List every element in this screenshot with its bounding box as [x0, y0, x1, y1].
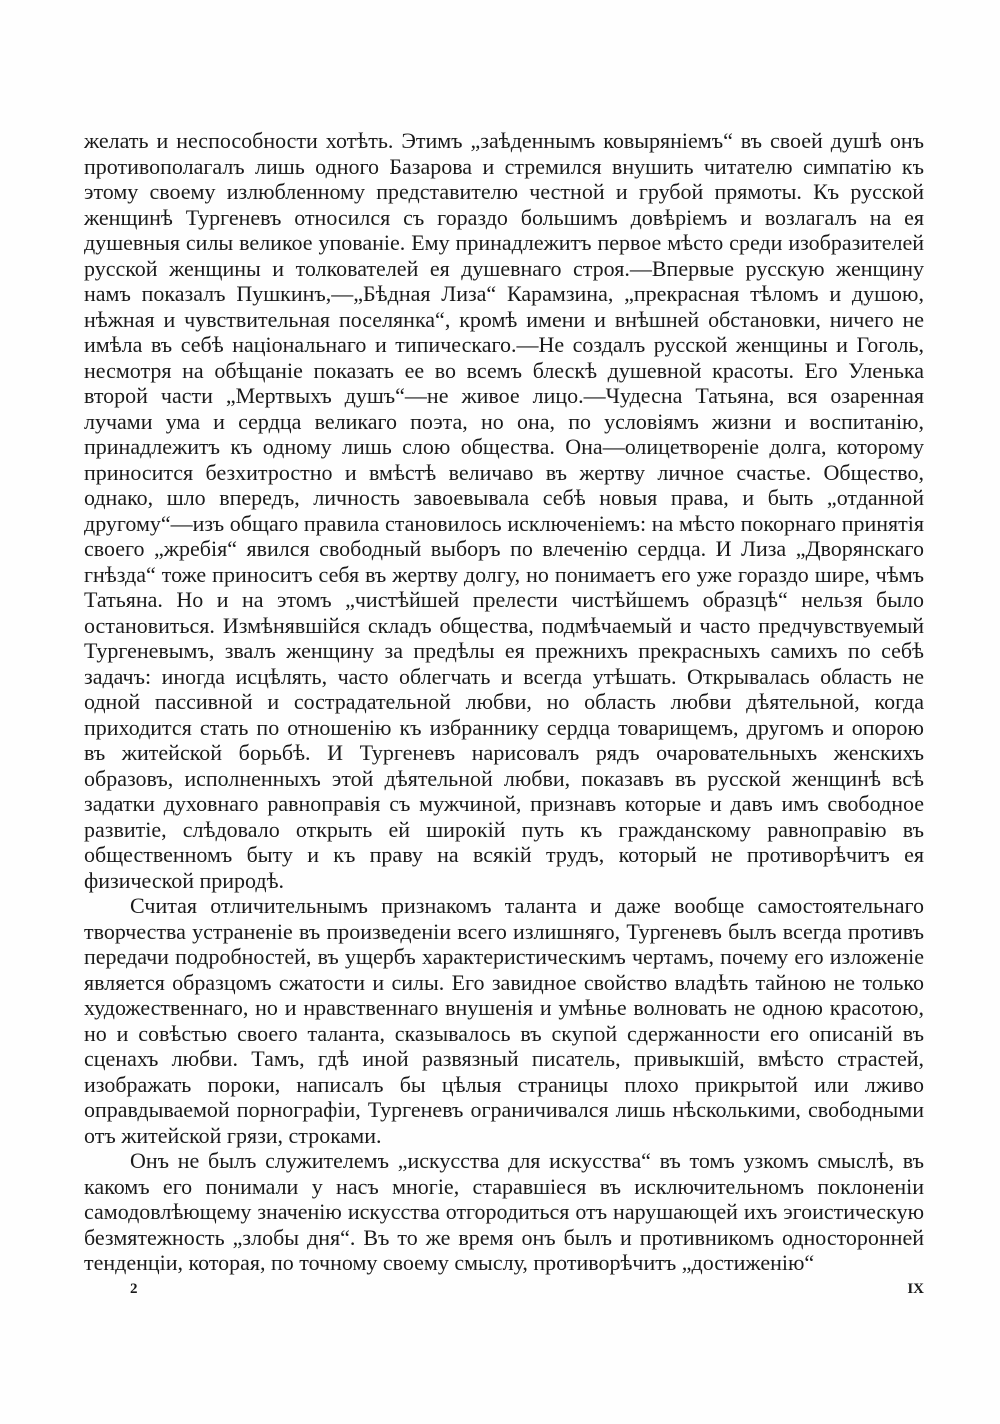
page-footer: [84, 1281, 924, 1305]
paragraph-2: Считая отличительнымъ признакомъ таланта и даже вообще самостоятельнаго творчества устраненіе въ произведеніи всего излишняго, Тургеневъ былъ всегда противъ передачи подробностей, въ ущербъ характеристическимъ чертамъ, почему его изложеніе является образцомъ сжатости и силы. Его завидное свойство владѣть тайною не только художественнаго, но и нравственнаго внушенія и умѣнье волновать не одною красотою, но и совѣстью своего таланта, сказывалось въ скупой сдержанности его описаній въ сценахъ любви. Тамъ, гдѣ иной развязный писатель, привыкшій, вмѣсто страстей, изображать пороки, написалъ бы цѣлыя страницы плохо прикрытой или лживо оправдываемой порнографіи, Тургеневъ ограничивался лишь нѣсколькими, свободными отъ житейской грязи, строками.: [84, 893, 924, 1148]
paragraph-3: Онъ не былъ служителемъ „искусства для искусства“ въ томъ узкомъ смыслѣ, въ какомъ его понимали у насъ многіе, старавшіеся въ исключительномъ поклоненіи самодовлѣющему значенію искусства отгородиться отъ нарушающей ихъ эгоистическую безмятежность „злобы дня“. Въ то же время онъ былъ и противникомъ односторонней тенденціи, которая, по точному своему смыслу, противорѣчитъ „достиженію“: [84, 1148, 924, 1275]
paragraph-1: желать и неспособности хотѣть. Этимъ „заѣденнымъ ковыряніемъ“ въ своей душѣ онъ противополагалъ лишь одного Базарова и стремился внушить читателю симпатію къ этому своему излюбленному представителю честной и грубой прямоты. Къ русской женщинѣ Тургеневъ относился съ гораздо большимъ довѣріемъ и возлагалъ на ея душевныя силы великое упованіе. Ему принадлежитъ первое мѣсто среди изобразителей русской женщины и толкователей ея душевнаго строя.—Впервые русскую женщину намъ показалъ Пушкинъ,—„Бѣдная Лиза“ Карамзина, „прекрасная тѣломъ и душою, нѣжная и чувствительная поселянка“, кромѣ имени и внѣшней обстановки, ничего не имѣла въ себѣ національнаго и типическаго.—Не создалъ русской женщины и Гоголь, несмотря на обѣщаніе показать ее во всемъ блескѣ душевной красоты. Его Уленька второй части „Мертвыхъ душъ“—не живое лицо.—Чудесна Татьяна, вся озаренная лучами ума и сердца великаго поэта, но она, по условіямъ жизни и воспитанію, принадлежитъ къ одному лишь слою общества. Она—олицетвореніе долга, которому приносится безхитростно и вмѣстѣ величаво въ жертву личное счастье. Общество, однако, шло впередъ, личность завоевывала себѣ новыя права, и быть „отданной другому“—изъ общаго правила становилось исключеніемъ: на мѣсто покорнаго принятія своего „жребія“ явился свободный выборъ по влеченію сердца. И Лиза „Дворянскаго гнѣзда“ тоже приноситъ себя въ жертву долгу, но понимаетъ его уже гораздо шире, чѣмъ Татьяна. Но и на этомъ „чистѣйшей прелести чистѣйшемъ образцѣ“ нельзя было остановиться. Измѣнявшійся складъ общества, подмѣчаемый и часто предчувствуемый Тургеневымъ, звалъ женщину за предѣлы ея прежнихъ прекрасныхъ самихъ по себѣ задачъ: иногда исцѣлять, часто облегчать и всегда утѣшать. Открывалась область не одной пассивной и сострадательной любви, но область любви дѣятельной, когда приходится стать по отношенію къ избраннику сердца товарищемъ, другомъ и опорою въ житейской борьбѣ. И Тургеневъ нарисовалъ рядъ очаровательныхъ женскихъ образовъ, исполненныхъ этой дѣятельной любви, показавъ въ русской женщинѣ всѣ задатки духовнаго равноправія съ мужчиной, признавъ которые и давъ имъ свободное развитіе, слѣдовало открыть ей широкій путь къ гражданскому равноправію въ общественномъ быту и къ праву на всякій трудъ, который не противорѣчитъ ея физической природѣ.: [84, 128, 924, 893]
page-number: IX: [907, 1281, 924, 1297]
signature-mark: 2: [130, 1281, 138, 1297]
page-body: [84, 128, 924, 1276]
